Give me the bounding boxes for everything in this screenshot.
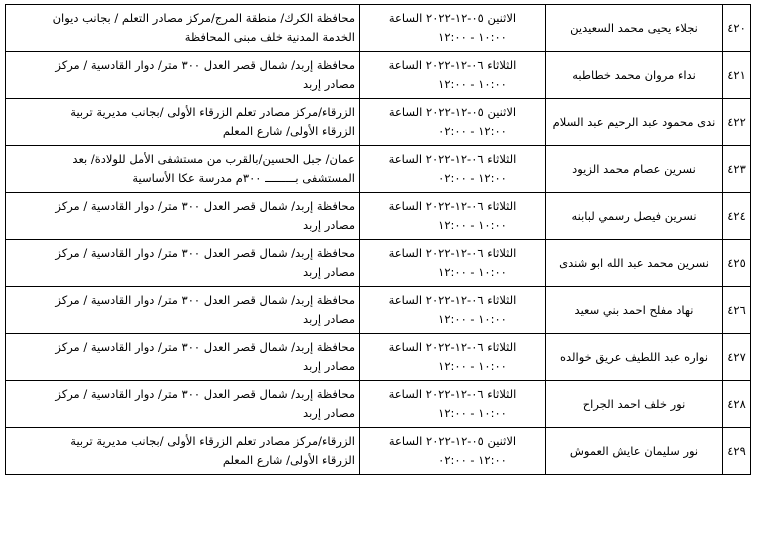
applicant-name: نهاد مفلح احمد بني سعيد bbox=[546, 287, 723, 334]
appointment-time: ١٠:٠٠ - ١٢:٠٠ bbox=[438, 218, 507, 232]
applicant-name: نسرين عصام محمد الزيود bbox=[546, 146, 723, 193]
table-row bbox=[6, 146, 751, 193]
table-row bbox=[6, 240, 751, 287]
row-number: ٤٢٢ bbox=[723, 99, 751, 146]
appointment-time: ١٠:٠٠ - ١٢:٠٠ bbox=[438, 312, 507, 326]
table-row bbox=[6, 52, 751, 99]
location-line-2: الزرقاء الأولى/ شارع المعلم bbox=[222, 453, 355, 467]
appointment-datetime bbox=[360, 99, 546, 146]
appointment-datetime bbox=[360, 428, 546, 475]
appointment-time: ١٠:٠٠ - ١٢:٠٠ bbox=[438, 406, 507, 420]
location-line-1: الزرقاء/مركز مصادر تعلم الزرقاء الأولى /بجانب مديرية تربية bbox=[70, 105, 355, 119]
appointment-location bbox=[6, 193, 360, 240]
table-row bbox=[6, 287, 751, 334]
location-line-1: محافظة إربد/ شمال قصر العدل ٣٠٠ متر/ دوار القادسية / مركز bbox=[55, 387, 355, 401]
location-line-2: الزرقاء الأولى/ شارع المعلم bbox=[222, 124, 355, 138]
location-line-1: محافظة إربد/ شمال قصر العدل ٣٠٠ متر/ دوار القادسية / مركز bbox=[55, 58, 355, 72]
appointment-datetime bbox=[360, 52, 546, 99]
location-line-1: محافظة إربد/ شمال قصر العدل ٣٠٠ متر/ دوار القادسية / مركز bbox=[55, 293, 355, 307]
location-line-1: عمان/ جبل الحسين/بالقرب من مستشفى الأمل للولادة/ بعد bbox=[72, 152, 355, 166]
row-number: ٤٢٩ bbox=[723, 428, 751, 475]
appointment-date: الثلاثاء ٠٦-١٢-٢٠٢٢ الساعة bbox=[388, 58, 517, 72]
appointment-location bbox=[6, 52, 360, 99]
table-row bbox=[6, 99, 751, 146]
appointment-time: ١٢:٠٠ - ٠٢:٠٠ bbox=[438, 124, 507, 138]
applicant-name: نسرين محمد عبد الله ابو شندى bbox=[546, 240, 723, 287]
table-row bbox=[6, 381, 751, 428]
location-line-1: الزرقاء/مركز مصادر تعلم الزرقاء الأولى /بجانب مديرية تربية bbox=[70, 434, 355, 448]
appointment-datetime bbox=[360, 193, 546, 240]
row-number: ٤٢٧ bbox=[723, 334, 751, 381]
appointment-date: الثلاثاء ٠٦-١٢-٢٠٢٢ الساعة bbox=[388, 387, 517, 401]
appointment-date: الثلاثاء ٠٦-١٢-٢٠٢٢ الساعة bbox=[388, 199, 517, 213]
appointment-datetime bbox=[360, 334, 546, 381]
appointment-location bbox=[6, 428, 360, 475]
location-line-2: الخدمة المدنية خلف مبنى المحافظة bbox=[184, 30, 355, 44]
table-row bbox=[6, 5, 751, 52]
location-line-1: محافظة الكرك/ منطقة المرج/مركز مصادر التعلم / بجانب ديوان bbox=[52, 11, 355, 25]
appointment-time: ١٠:٠٠ - ١٢:٠٠ bbox=[438, 30, 507, 44]
applicant-name: نواره عبد اللطيف عريق خوالده bbox=[546, 334, 723, 381]
appointment-date: الاثنين ٠٥-١٢-٢٠٢٢ الساعة bbox=[388, 105, 517, 119]
table-row bbox=[6, 193, 751, 240]
appointment-location bbox=[6, 334, 360, 381]
applicant-name: نجلاء يحيى محمد السعيدين bbox=[546, 5, 723, 52]
appointment-date: الثلاثاء ٠٦-١٢-٢٠٢٢ الساعة bbox=[388, 293, 517, 307]
applicant-name: ندى محمود عبد الرحيم عبد السلام bbox=[546, 99, 723, 146]
row-number: ٤٢٨ bbox=[723, 381, 751, 428]
table-row bbox=[6, 428, 751, 475]
appointment-location bbox=[6, 99, 360, 146]
appointment-datetime bbox=[360, 381, 546, 428]
row-number: ٤٢٤ bbox=[723, 193, 751, 240]
location-line-2: مصادر إربد bbox=[303, 265, 355, 279]
appointment-location bbox=[6, 381, 360, 428]
applicant-name: نداء مروان محمد خطاطبه bbox=[546, 52, 723, 99]
appointment-date: الاثنين ٠٥-١٢-٢٠٢٢ الساعة bbox=[388, 434, 517, 448]
location-line-2: مصادر إربد bbox=[303, 77, 355, 91]
table-row bbox=[6, 334, 751, 381]
row-number: ٤٢٠ bbox=[723, 5, 751, 52]
row-number: ٤٢٣ bbox=[723, 146, 751, 193]
appointment-datetime bbox=[360, 240, 546, 287]
appointment-location bbox=[6, 287, 360, 334]
location-line-2: مصادر إربد bbox=[303, 406, 355, 420]
row-number: ٤٢٦ bbox=[723, 287, 751, 334]
schedule-table-body bbox=[6, 5, 751, 475]
appointment-time: ١٢:٠٠ - ٠٢:٠٠ bbox=[438, 453, 507, 467]
applicant-name: نسرين فيصل رسمي لبابنه bbox=[546, 193, 723, 240]
appointment-time: ١٠:٠٠ - ١٢:٠٠ bbox=[438, 265, 507, 279]
appointment-date: الثلاثاء ٠٦-١٢-٢٠٢٢ الساعة bbox=[388, 152, 517, 166]
location-line-2: مصادر إربد bbox=[303, 359, 355, 373]
applicant-name: نور خلف احمد الجراح bbox=[546, 381, 723, 428]
appointment-date: الثلاثاء ٠٦-١٢-٢٠٢٢ الساعة bbox=[388, 246, 517, 260]
appointment-datetime bbox=[360, 5, 546, 52]
location-line-2: مصادر إربد bbox=[303, 312, 355, 326]
appointment-time: ١٢:٠٠ - ٠٢:٠٠ bbox=[438, 171, 507, 185]
location-line-1: محافظة إربد/ شمال قصر العدل ٣٠٠ متر/ دوار القادسية / مركز bbox=[55, 340, 355, 354]
location-line-2: مصادر إربد bbox=[303, 218, 355, 232]
appointment-datetime bbox=[360, 146, 546, 193]
row-number: ٤٢١ bbox=[723, 52, 751, 99]
appointment-time: ١٠:٠٠ - ١٢:٠٠ bbox=[438, 359, 507, 373]
appointment-location bbox=[6, 240, 360, 287]
appointment-datetime bbox=[360, 287, 546, 334]
row-number: ٤٢٥ bbox=[723, 240, 751, 287]
appointment-location bbox=[6, 5, 360, 52]
appointment-location bbox=[6, 146, 360, 193]
schedule-sheet bbox=[5, 4, 751, 475]
schedule-table bbox=[5, 4, 751, 475]
appointment-time: ١٠:٠٠ - ١٢:٠٠ bbox=[438, 77, 507, 91]
location-line-1: محافظة إربد/ شمال قصر العدل ٣٠٠ متر/ دوار القادسية / مركز bbox=[55, 199, 355, 213]
appointment-date: الاثنين ٠٥-١٢-٢٠٢٢ الساعة bbox=[388, 11, 517, 25]
location-line-1: محافظة إربد/ شمال قصر العدل ٣٠٠ متر/ دوار القادسية / مركز bbox=[55, 246, 355, 260]
applicant-name: نور سليمان عايش العموش bbox=[546, 428, 723, 475]
location-line-2: المستشفى بـــــــــ ٣٠٠م مدرسة عكا الأساسية bbox=[132, 171, 355, 185]
appointment-date: الثلاثاء ٠٦-١٢-٢٠٢٢ الساعة bbox=[388, 340, 517, 354]
